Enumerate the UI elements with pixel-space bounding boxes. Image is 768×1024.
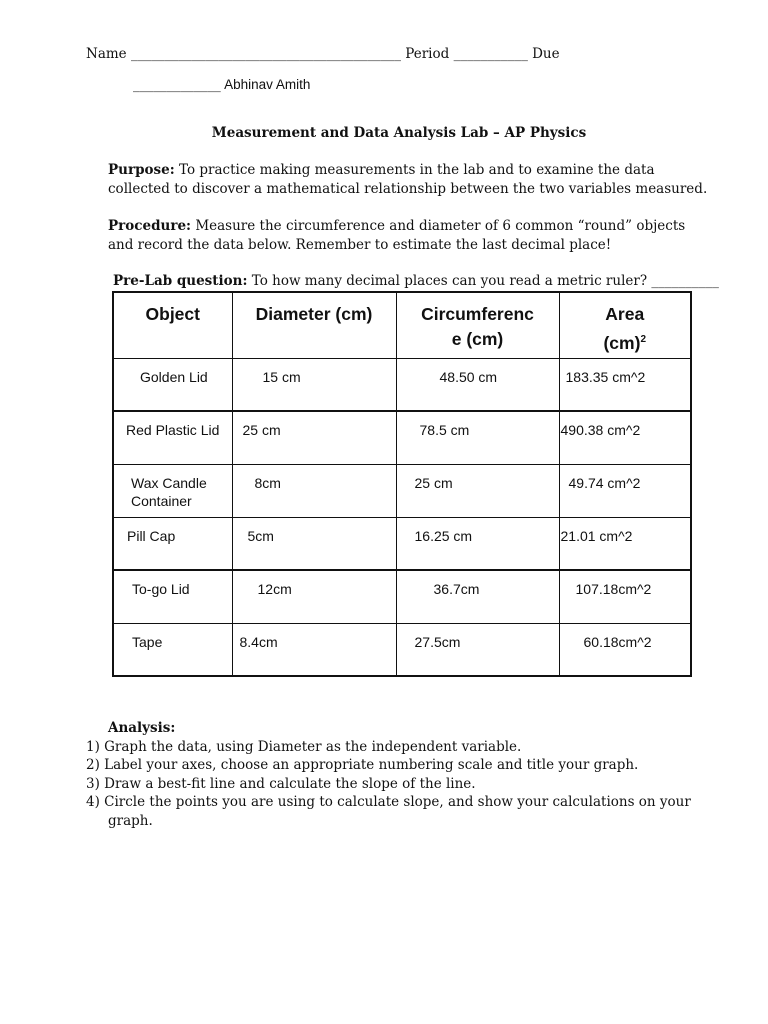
analysis-heading: Analysis: bbox=[108, 720, 176, 736]
cell-area: 183.35 cm^2 bbox=[559, 358, 691, 411]
prelab-text: To how many decimal places can you read a metric ruler? __________ bbox=[247, 273, 719, 289]
cell-area: 60.18cm^2 bbox=[559, 623, 691, 676]
table-row bbox=[113, 570, 691, 623]
cell-object: To-go Lid bbox=[113, 570, 232, 623]
procedure-text: Measure the circumference and diameter of 6 common “round” objects and record the data below. Remember to estimate the last decimal place! bbox=[108, 218, 686, 253]
purpose-label: Purpose: bbox=[108, 162, 175, 178]
due-label: Due bbox=[532, 46, 560, 62]
cell-circumference: 25 cm bbox=[396, 464, 559, 517]
student-name: Abhinav Amith bbox=[224, 77, 311, 92]
table-row bbox=[113, 517, 691, 570]
due-student-line bbox=[133, 77, 310, 93]
cell-object: Tape bbox=[113, 623, 232, 676]
header-diameter: Diameter (cm) bbox=[232, 292, 396, 358]
period-blank: ___________ bbox=[453, 46, 528, 62]
cell-area: 490.38 cm^2 bbox=[559, 411, 691, 464]
analysis-item: 1) Graph the data, using Diameter as the independent variable. bbox=[86, 738, 522, 755]
cell-diameter: 5cm bbox=[232, 517, 396, 570]
due-blank: _____________ bbox=[133, 77, 221, 93]
cell-diameter: 8.4cm bbox=[232, 623, 396, 676]
cell-object: Wax Candle Container bbox=[113, 464, 232, 517]
analysis-item: graph. bbox=[108, 812, 153, 829]
cell-diameter: 15 cm bbox=[232, 358, 396, 411]
cell-diameter: 12cm bbox=[232, 570, 396, 623]
header-area: Area (cm)$^2$ bbox=[559, 292, 691, 358]
table-row bbox=[113, 358, 691, 411]
name-label: Name bbox=[86, 46, 127, 62]
header-circumference: Circumferenc e (cm) bbox=[396, 292, 559, 358]
period-label: Period bbox=[405, 46, 450, 62]
name-blank: ________________________________________ bbox=[130, 46, 401, 62]
table-header-row bbox=[113, 292, 691, 358]
cell-object: Red Plastic Lid bbox=[113, 411, 232, 464]
page-title: Measurement and Data Analysis Lab – AP Physics bbox=[211, 125, 587, 141]
purpose-text: To practice making measurements in the lab and to examine the data collected to discover a mathematical relationship between the two variables measured. bbox=[108, 162, 708, 197]
cell-circumference: 78.5 cm bbox=[396, 411, 559, 464]
cell-circumference: 48.50 cm bbox=[396, 358, 559, 411]
header-object: Object bbox=[113, 292, 232, 358]
cell-object: Golden Lid bbox=[113, 358, 232, 411]
cell-circumference: 27.5cm bbox=[396, 623, 559, 676]
prelab-question bbox=[113, 273, 719, 289]
cell-circumference: 36.7cm bbox=[396, 570, 559, 623]
cell-area: 107.18cm^2 bbox=[559, 570, 691, 623]
prelab-label: Pre-Lab question: bbox=[113, 273, 248, 289]
cell-diameter: 8cm bbox=[232, 464, 396, 517]
cell-area: 21.01 cm^2 bbox=[559, 517, 691, 570]
table-row bbox=[113, 411, 691, 464]
purpose-paragraph bbox=[108, 161, 708, 199]
analysis-item: 3) Draw a best-fit line and calculate the slope of the line. bbox=[86, 775, 476, 792]
cell-area: 49.74 cm^2 bbox=[559, 464, 691, 517]
cell-object: Pill Cap bbox=[113, 517, 232, 570]
name-period-due-line bbox=[86, 46, 560, 62]
cell-diameter: 25 cm bbox=[232, 411, 396, 464]
table-row bbox=[113, 464, 691, 517]
analysis-item: 2) Label your axes, choose an appropriate numbering scale and title your graph. bbox=[86, 757, 639, 773]
procedure-label: Procedure: bbox=[108, 218, 192, 234]
cell-circumference: 16.25 cm bbox=[396, 517, 559, 570]
analysis-section bbox=[86, 719, 691, 830]
data-table bbox=[112, 291, 692, 677]
analysis-item: 4) Circle the points you are using to calculate slope, and show your calculations on your bbox=[86, 794, 691, 810]
table-row bbox=[113, 623, 691, 676]
procedure-paragraph bbox=[108, 217, 708, 255]
